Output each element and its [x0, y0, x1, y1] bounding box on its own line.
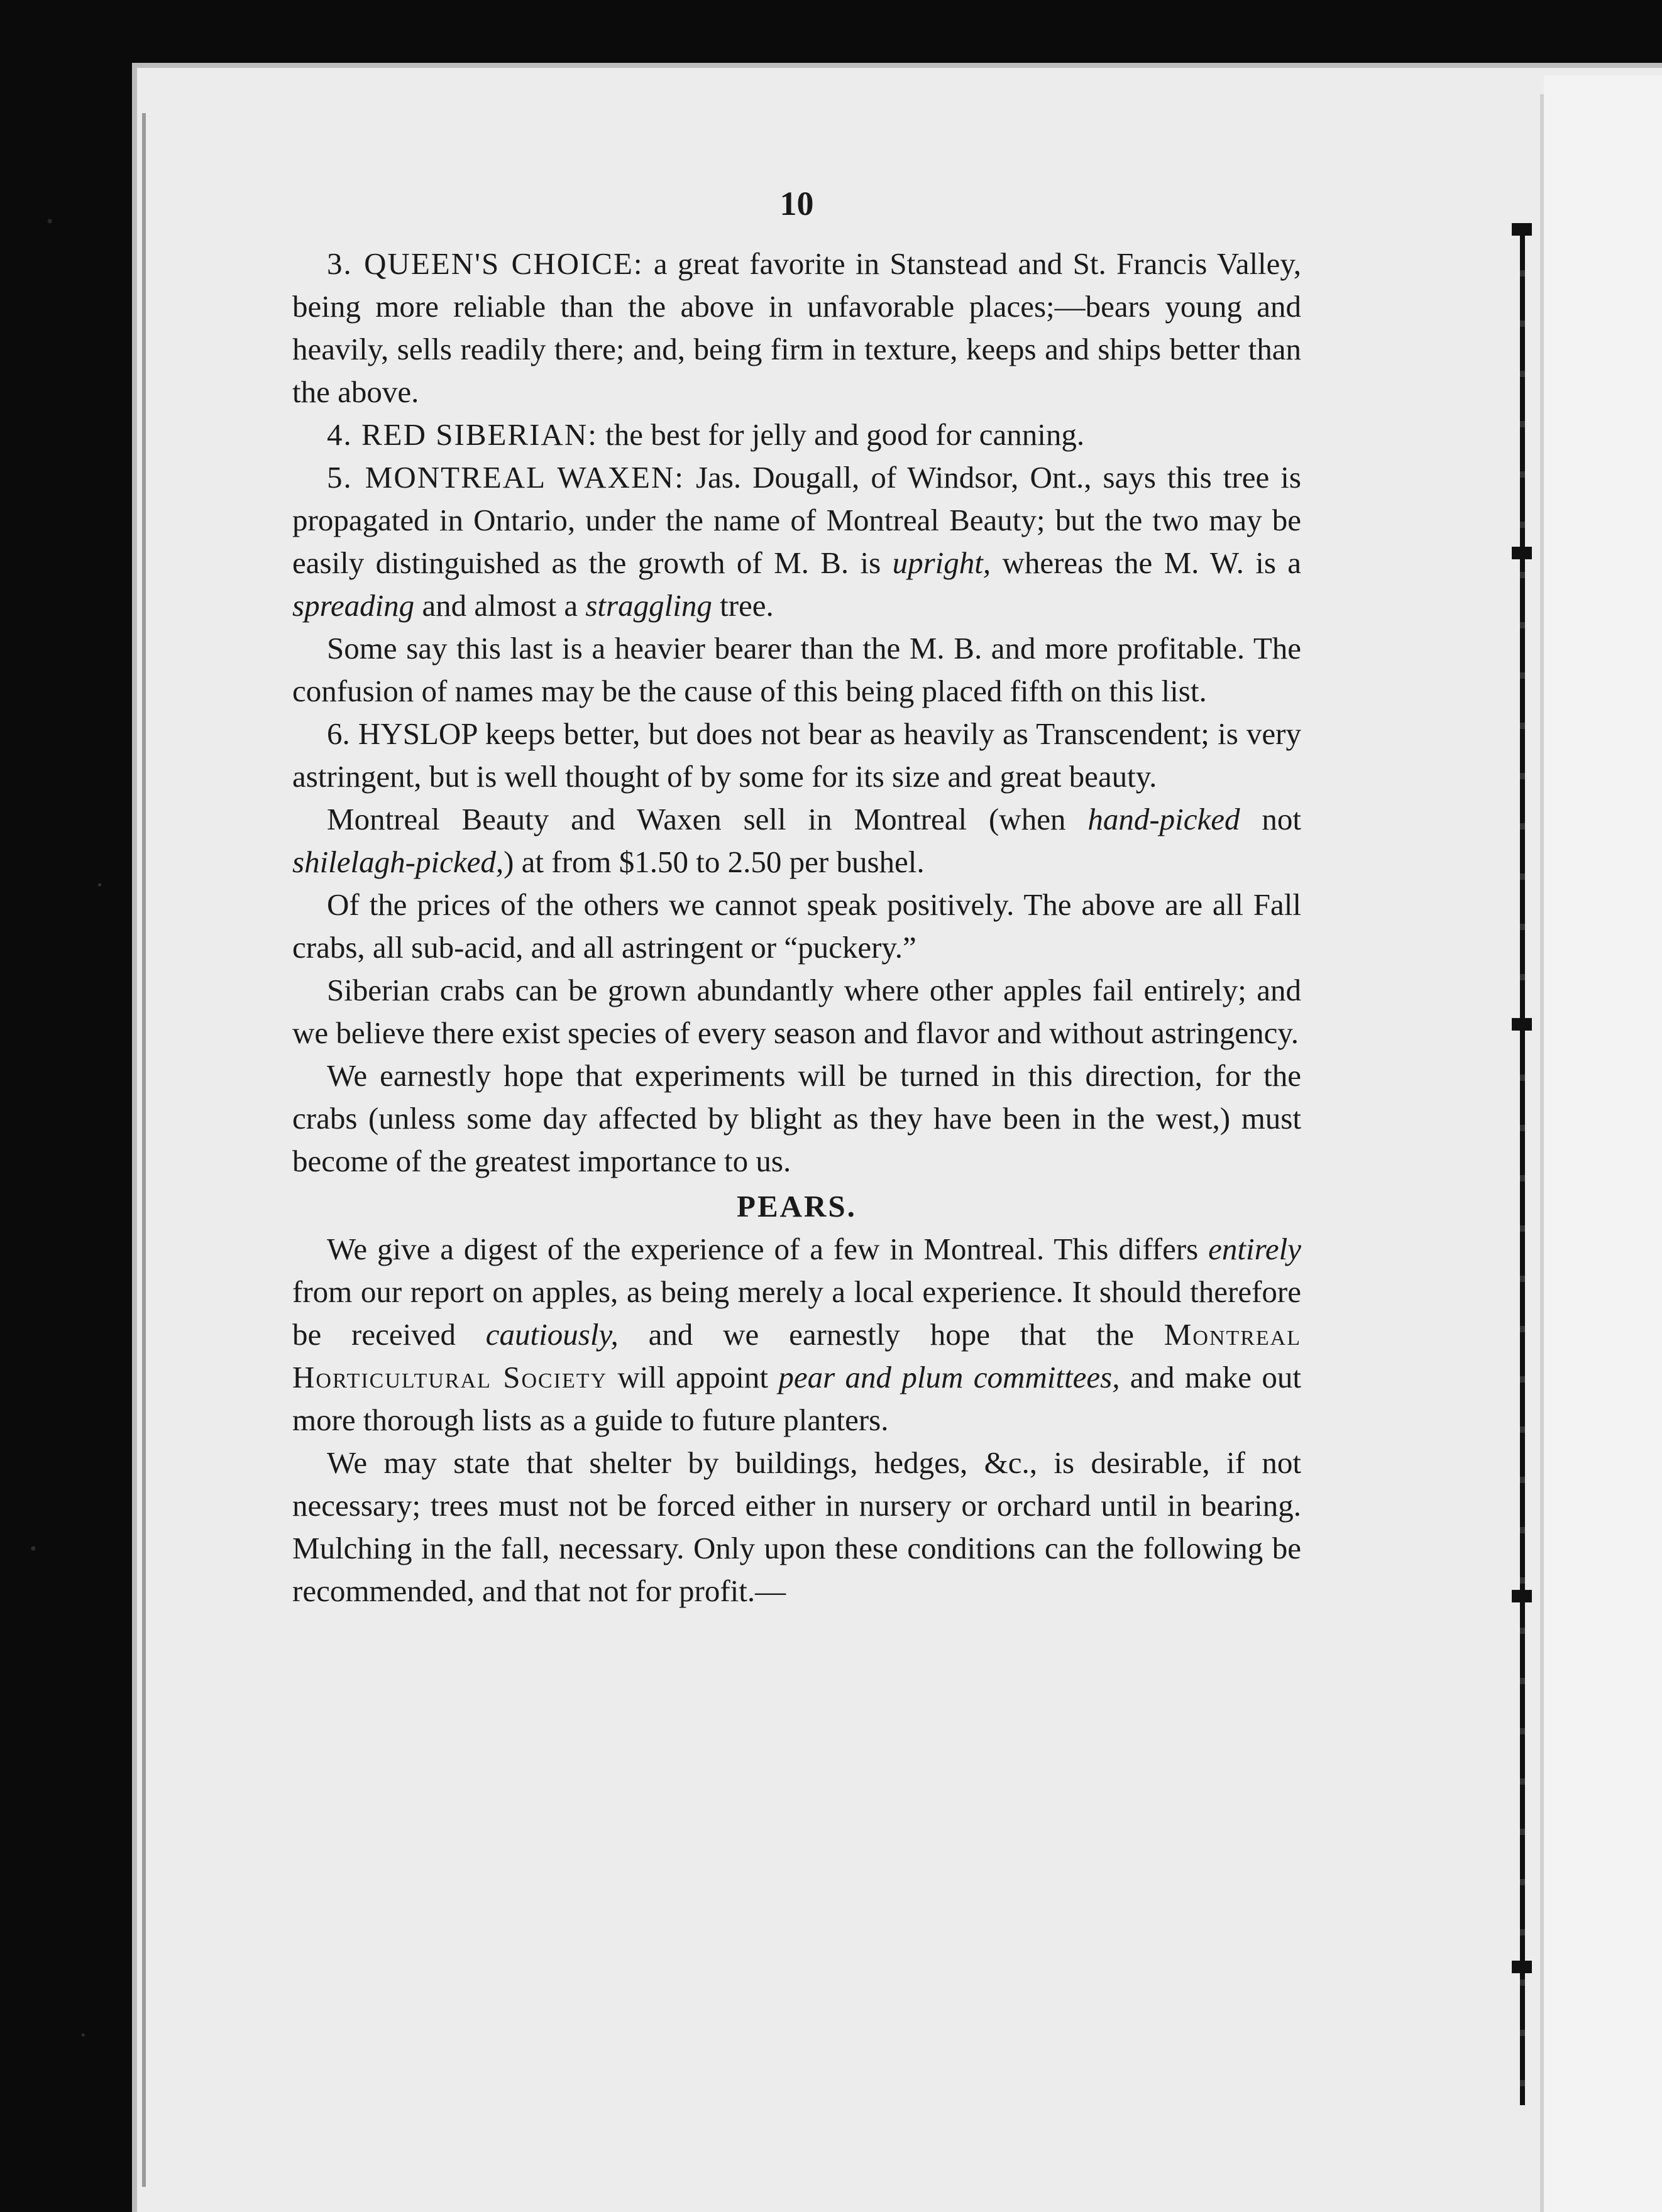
- paragraph-queens-choice: [292, 243, 1301, 413]
- paragraph-text: the best for jelly and good for canning.: [597, 417, 1085, 452]
- paragraph-prices: [292, 798, 1301, 884]
- paragraph-text: Montreal Beauty and Waxen sell in Montreal (when: [327, 802, 1088, 836]
- paragraph-red-siberian: [292, 413, 1301, 456]
- binding-thread: [1520, 226, 1525, 2105]
- paragraph-text: ) at from $1.50 to 2.50 per bushel.: [504, 845, 925, 879]
- paragraph-shelter: We may state that shelter by buildings, hedges, &c., is desirable, if not necessary; trees must not be forced either in nursery or orchard until in bearing. Mulching in the fall, necessary. Only upon these conditions can the following be recommended, and that not for profit.—: [292, 1445, 1301, 1608]
- paragraph-text: We give a digest of the experience of a few in Montreal. This differs: [327, 1232, 1209, 1266]
- page-fold: [1540, 94, 1544, 2212]
- paragraph-heavier-bearer: Some say this last is a heavier bearer than the M. B. and more profitable. The confusion of names may be the cause of this being placed fifth on this list.: [292, 631, 1301, 708]
- paragraph-text: not: [1240, 802, 1301, 836]
- italic-text: hand-picked: [1087, 802, 1240, 836]
- paragraph-siberian-crabs: Siberian crabs can be grown abundantly where other apples fail entirely; and we believe there exist species of every season and flavor and without astringency.: [292, 973, 1301, 1050]
- italic-text: upright,: [892, 545, 991, 580]
- society-name: Montreal Horticultural Society: [292, 1317, 1301, 1394]
- italic-text: straggling: [585, 588, 712, 623]
- page-left-edge-shadow: [142, 113, 146, 2187]
- paragraph-text: and make out more thorough lists as a guide to future planters.: [292, 1360, 1301, 1437]
- paragraph-text: a great favorite in Stanstead and St. Francis Valley, being more reliable than the above in unfavorable places;—bears young and heavily, sells readily there; and, being firm in texture, keeps and ships better than the above.: [292, 246, 1301, 409]
- section-heading-pears: PEARS.: [737, 1189, 857, 1224]
- variety-label: 5. MONTREAL WAXEN:: [327, 460, 685, 495]
- italic-text: shilelagh-picked,: [292, 845, 504, 879]
- italic-text: pear and plum committees,: [778, 1360, 1120, 1394]
- page-text: [292, 182, 1301, 1612]
- binding-knot: [1512, 1018, 1532, 1031]
- binding-knot: [1512, 1590, 1532, 1602]
- italic-text: spreading: [292, 588, 415, 623]
- italic-text: cautiously,: [485, 1317, 619, 1352]
- binding-knot: [1512, 547, 1532, 559]
- paragraph-fall-crabs: Of the prices of the others we cannot speak positively. The above are all Fall crabs, all sub-acid, and all astringent or “puckery.”: [292, 887, 1301, 965]
- paragraph-text: and we earnestly hope that the: [618, 1317, 1164, 1352]
- variety-label: 3. QUEEN'S CHOICE:: [327, 246, 644, 281]
- paragraph-pears-digest: [292, 1228, 1301, 1442]
- paragraph-text: will appoint: [607, 1360, 779, 1394]
- paragraph-montreal-waxen: [292, 456, 1301, 627]
- binding-knot: [1512, 1961, 1532, 1973]
- page-number: 10: [779, 185, 814, 222]
- paragraph-hyslop: 6. HYSLOP keeps better, but does not bear as heavily as Transcendent; is very astringent, but is well thought of by some for its size and great beauty.: [292, 716, 1301, 794]
- facing-page-margin: [1544, 75, 1662, 2212]
- paragraph-text: from our report on apples, as being merely a local experience. It should therefore be received: [292, 1274, 1301, 1352]
- paragraph-experiments: We earnestly hope that experiments will be turned in this direction, for the crabs (unless some day affected by blight as they have been in the west,) must become of the greatest importance to us.: [292, 1058, 1301, 1178]
- paragraph-text: and almost a: [414, 588, 586, 623]
- italic-text: entirely: [1208, 1232, 1301, 1266]
- variety-label: 4. RED SIBERIAN:: [327, 417, 598, 452]
- paragraph-text: whereas the M. W. is a: [991, 545, 1301, 580]
- paragraph-text: Jas. Dougall, of Windsor, Ont., says this tree is propagated in Ontario, under the name of Montreal Beauty; but the two may be easily distinguished as the growth of M. B. is: [292, 460, 1301, 580]
- paragraph-text: tree.: [712, 588, 774, 623]
- binding-knot: [1512, 223, 1532, 236]
